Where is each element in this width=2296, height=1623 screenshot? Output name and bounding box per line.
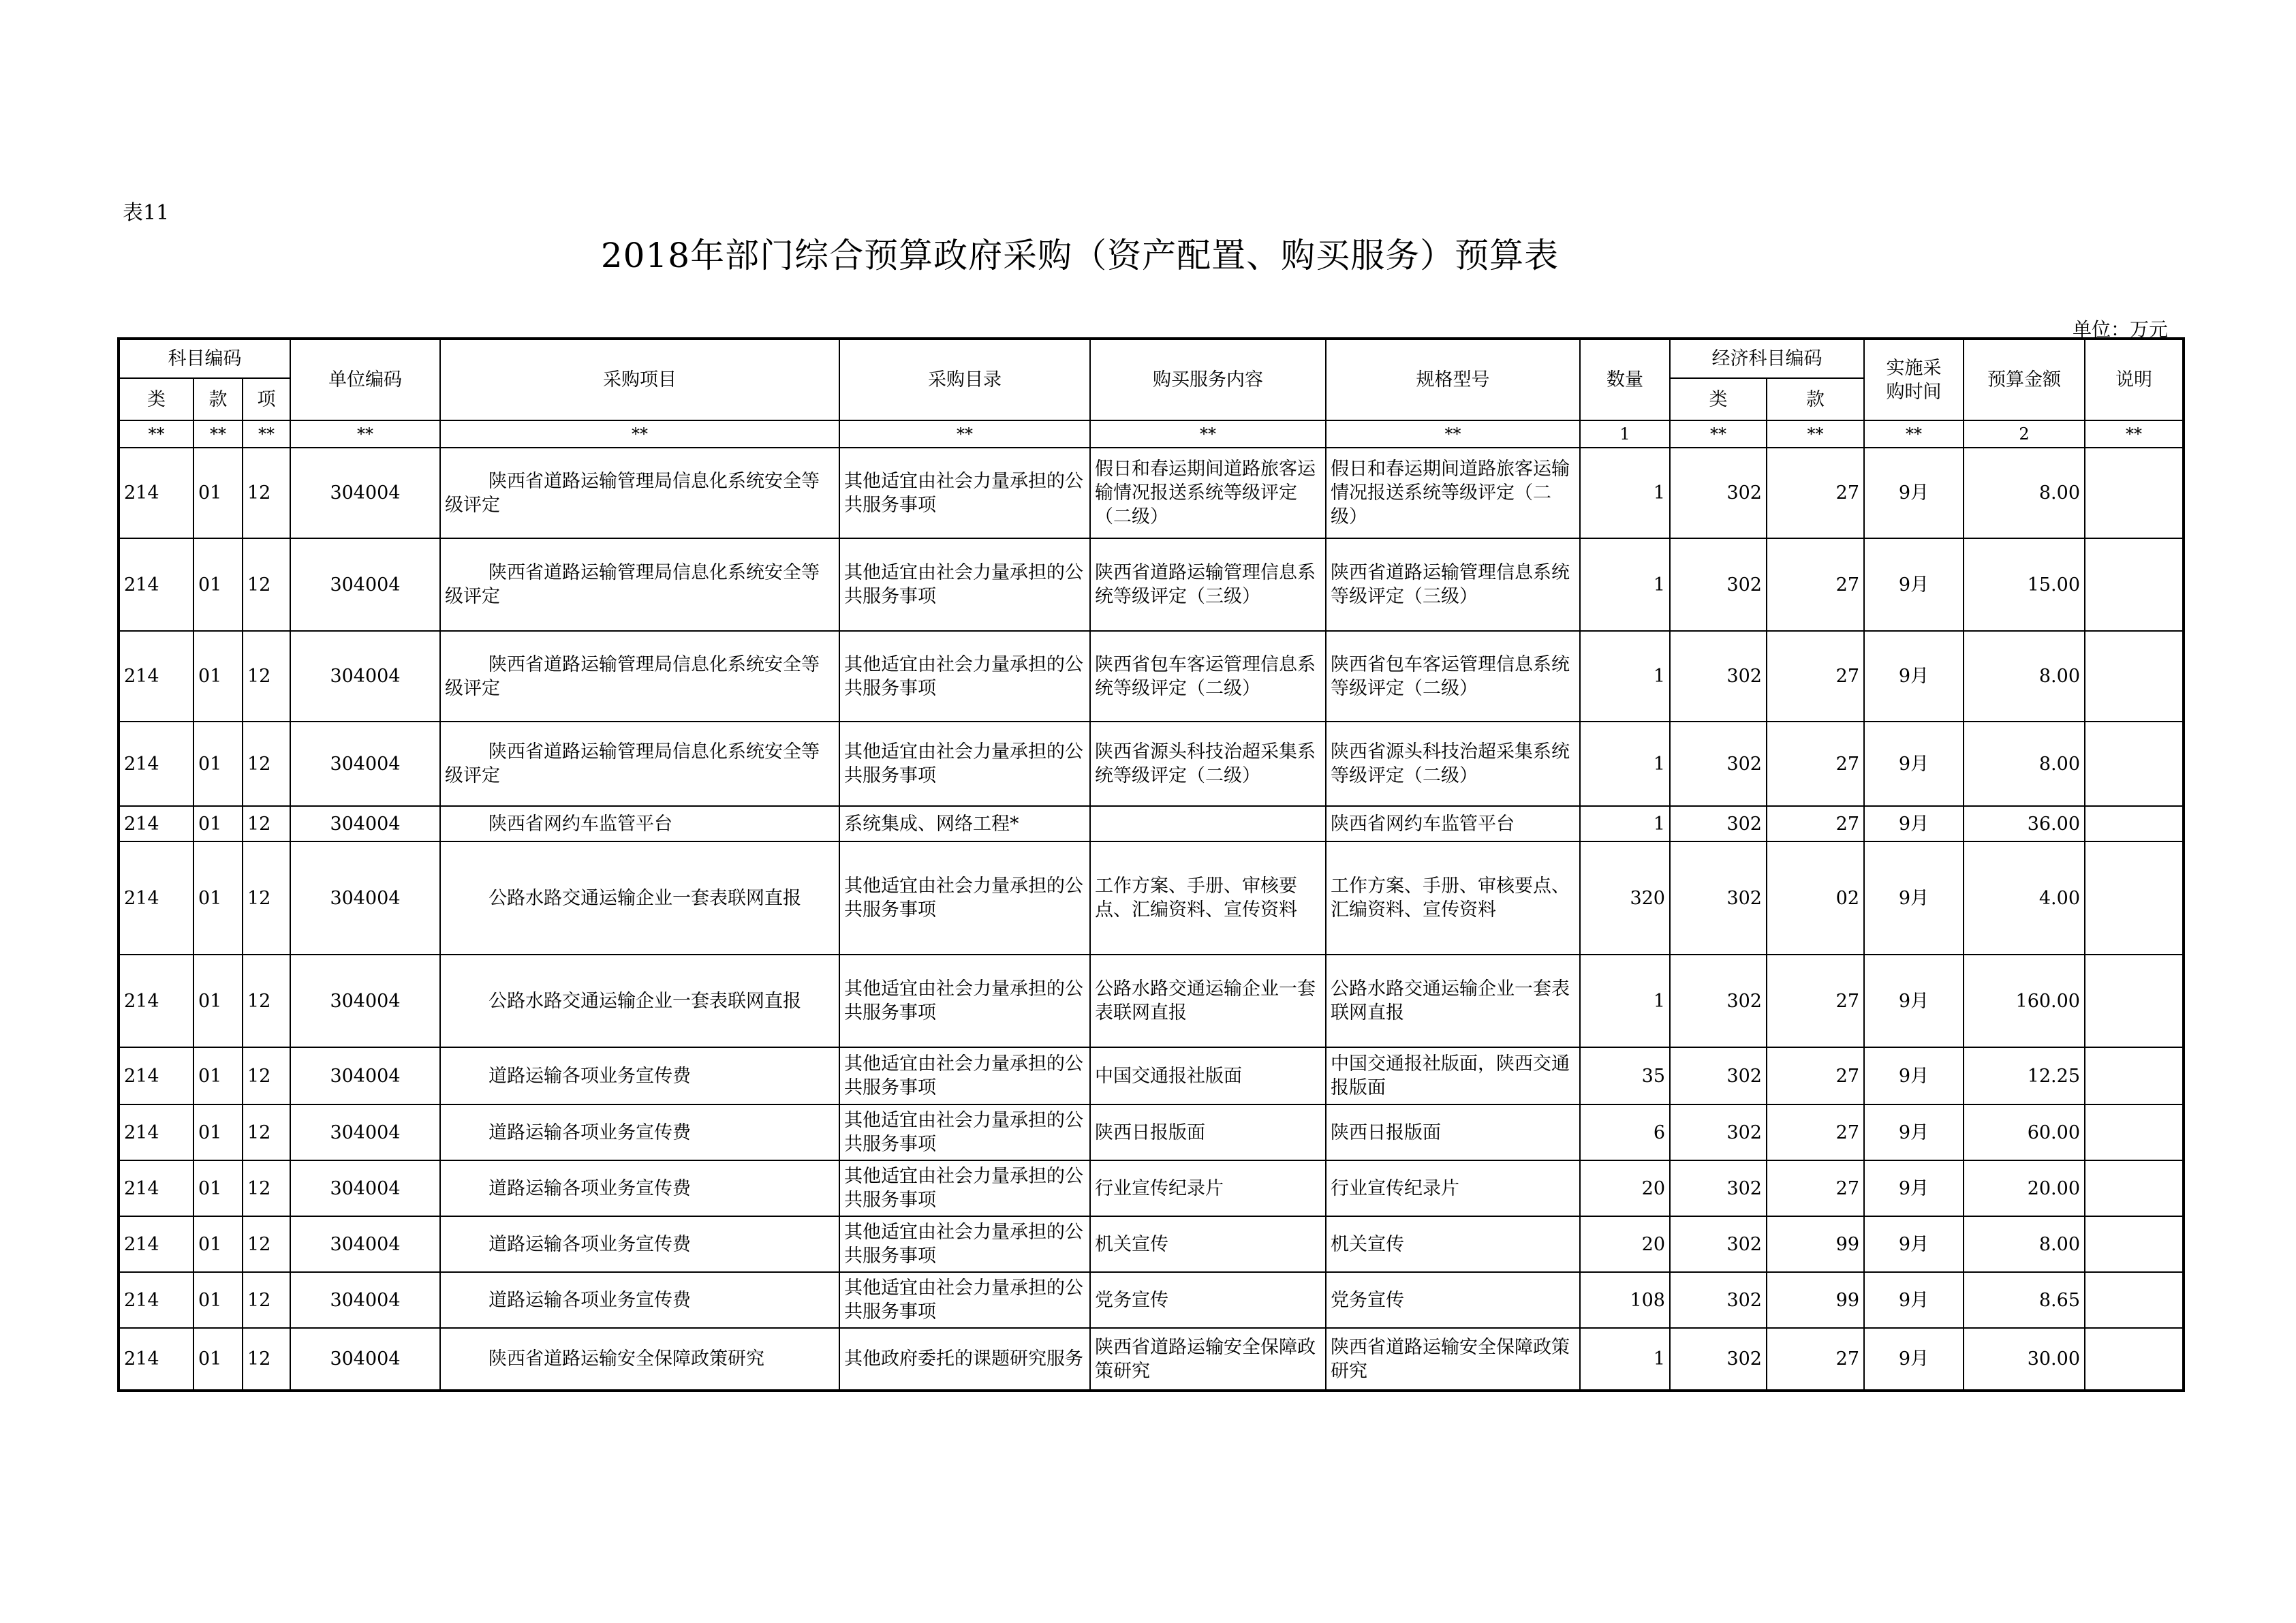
cell-time: 9月 bbox=[1864, 1160, 1964, 1216]
cell-unit: 304004 bbox=[290, 1160, 440, 1216]
cell-qty: 1 bbox=[1580, 631, 1670, 722]
cell-item: 道路运输各项业务宣传费 bbox=[440, 1160, 839, 1216]
cell-item: 道路运输各项业务宣传费 bbox=[440, 1272, 839, 1328]
cell-amount: 36.00 bbox=[1964, 806, 2085, 841]
cell-amount: 8.00 bbox=[1964, 722, 2085, 806]
cell-note bbox=[2085, 955, 2184, 1047]
cell-econ-kuan: 27 bbox=[1767, 1160, 1864, 1216]
cell-xiang: 12 bbox=[243, 1104, 290, 1160]
cell-xiang: 12 bbox=[243, 722, 290, 806]
cell-qty: 20 bbox=[1580, 1216, 1670, 1272]
cell-kuan: 01 bbox=[193, 1216, 243, 1272]
cell-lei: 214 bbox=[119, 1272, 193, 1328]
cell-amount: 4.00 bbox=[1964, 841, 2085, 955]
page-title-text: 2018年部门综合预算政府采购（资产配置、购买服务）预算表 bbox=[600, 236, 1560, 275]
cell-qty: 1 bbox=[1580, 448, 1670, 538]
cell-item: 陕西省道路运输管理局信息化系统安全等级评定 bbox=[440, 722, 839, 806]
cell-spec: 行业宣传纪录片 bbox=[1326, 1160, 1580, 1216]
cell-lei: 214 bbox=[119, 538, 193, 631]
table-row bbox=[119, 841, 2184, 955]
cell-service: 中国交通报社版面 bbox=[1090, 1047, 1326, 1104]
cell-catalog: 系统集成、网络工程* bbox=[839, 806, 1090, 841]
cell-note bbox=[2085, 1272, 2184, 1328]
cell-econ-kuan: 99 bbox=[1767, 1216, 1864, 1272]
table-row bbox=[119, 538, 2184, 631]
marker-cell: ** bbox=[290, 420, 440, 448]
cell-catalog: 其他适宜由社会力量承担的公共服务事项 bbox=[839, 722, 1090, 806]
cell-catalog: 其他适宜由社会力量承担的公共服务事项 bbox=[839, 1216, 1090, 1272]
cell-kuan: 01 bbox=[193, 806, 243, 841]
table-number: 表11 bbox=[123, 201, 170, 225]
header-kuan: 款 bbox=[193, 378, 243, 420]
cell-item: 陕西省道路运输管理局信息化系统安全等级评定 bbox=[440, 448, 839, 538]
cell-spec: 党务宣传 bbox=[1326, 1272, 1580, 1328]
cell-econ-kuan: 27 bbox=[1767, 448, 1864, 538]
cell-econ-lei: 302 bbox=[1670, 1328, 1767, 1391]
cell-spec: 陕西省道路运输安全保障政策研究 bbox=[1326, 1328, 1580, 1391]
cell-unit: 304004 bbox=[290, 722, 440, 806]
cell-unit: 304004 bbox=[290, 448, 440, 538]
table-row bbox=[119, 955, 2184, 1047]
cell-time: 9月 bbox=[1864, 1216, 1964, 1272]
cell-xiang: 12 bbox=[243, 1047, 290, 1104]
cell-spec: 中国交通报社版面，陕西交通报版面 bbox=[1326, 1047, 1580, 1104]
cell-lei: 214 bbox=[119, 1160, 193, 1216]
marker-cell: ** bbox=[1670, 420, 1767, 448]
header-qty: 数量 bbox=[1580, 339, 1670, 420]
cell-unit: 304004 bbox=[290, 1104, 440, 1160]
header-time: 实施采购时间 bbox=[1864, 339, 1964, 420]
table-row bbox=[119, 1160, 2184, 1216]
table-row bbox=[119, 448, 2184, 538]
cell-unit: 304004 bbox=[290, 538, 440, 631]
cell-kuan: 01 bbox=[193, 448, 243, 538]
cell-amount: 8.00 bbox=[1964, 448, 2085, 538]
cell-kuan: 01 bbox=[193, 631, 243, 722]
cell-service: 陕西省道路运输管理信息系统等级评定（三级） bbox=[1090, 538, 1326, 631]
cell-lei: 214 bbox=[119, 1328, 193, 1391]
cell-catalog: 其他适宜由社会力量承担的公共服务事项 bbox=[839, 448, 1090, 538]
cell-xiang: 12 bbox=[243, 1328, 290, 1391]
cell-item: 公路水路交通运输企业一套表联网直报 bbox=[440, 841, 839, 955]
cell-note bbox=[2085, 1160, 2184, 1216]
cell-unit: 304004 bbox=[290, 955, 440, 1047]
marker-cell: 1 bbox=[1580, 420, 1670, 448]
cell-catalog: 其他适宜由社会力量承担的公共服务事项 bbox=[839, 841, 1090, 955]
cell-catalog: 其他适宜由社会力量承担的公共服务事项 bbox=[839, 1104, 1090, 1160]
cell-econ-kuan: 27 bbox=[1767, 722, 1864, 806]
cell-amount: 15.00 bbox=[1964, 538, 2085, 631]
cell-xiang: 12 bbox=[243, 538, 290, 631]
unit-label: 单位：万元 bbox=[2073, 318, 2169, 341]
cell-econ-kuan: 27 bbox=[1767, 806, 1864, 841]
cell-time: 9月 bbox=[1864, 1047, 1964, 1104]
marker-cell: ** bbox=[1326, 420, 1580, 448]
cell-econ-lei: 302 bbox=[1670, 841, 1767, 955]
cell-unit: 304004 bbox=[290, 806, 440, 841]
table-row bbox=[119, 631, 2184, 722]
cell-unit: 304004 bbox=[290, 1216, 440, 1272]
marker-cell: ** bbox=[839, 420, 1090, 448]
header-catalog: 采购目录 bbox=[839, 339, 1090, 420]
cell-item: 陕西省道路运输管理局信息化系统安全等级评定 bbox=[440, 631, 839, 722]
cell-amount: 12.25 bbox=[1964, 1047, 2085, 1104]
table-row bbox=[119, 1272, 2184, 1328]
cell-qty: 108 bbox=[1580, 1272, 1670, 1328]
cell-kuan: 01 bbox=[193, 1047, 243, 1104]
cell-econ-lei: 302 bbox=[1670, 955, 1767, 1047]
cell-item: 道路运输各项业务宣传费 bbox=[440, 1216, 839, 1272]
cell-lei: 214 bbox=[119, 1104, 193, 1160]
header-econ-kuan: 款 bbox=[1767, 378, 1864, 420]
cell-econ-lei: 302 bbox=[1670, 722, 1767, 806]
cell-econ-kuan: 27 bbox=[1767, 538, 1864, 631]
cell-econ-lei: 302 bbox=[1670, 1047, 1767, 1104]
cell-qty: 6 bbox=[1580, 1104, 1670, 1160]
cell-econ-kuan: 27 bbox=[1767, 631, 1864, 722]
cell-time: 9月 bbox=[1864, 722, 1964, 806]
cell-note bbox=[2085, 448, 2184, 538]
header-unit-code: 单位编码 bbox=[290, 339, 440, 420]
cell-xiang: 12 bbox=[243, 806, 290, 841]
header-amount: 预算金额 bbox=[1964, 339, 2085, 420]
cell-service: 工作方案、手册、审核要点、汇编资料、宣传资料 bbox=[1090, 841, 1326, 955]
cell-econ-lei: 302 bbox=[1670, 806, 1767, 841]
header-service: 购买服务内容 bbox=[1090, 339, 1326, 420]
cell-spec: 陕西省包车客运管理信息系统等级评定（二级） bbox=[1326, 631, 1580, 722]
cell-econ-lei: 302 bbox=[1670, 1272, 1767, 1328]
marker-cell: 2 bbox=[1964, 420, 2085, 448]
cell-note bbox=[2085, 1216, 2184, 1272]
cell-econ-kuan: 02 bbox=[1767, 841, 1864, 955]
cell-item: 公路水路交通运输企业一套表联网直报 bbox=[440, 955, 839, 1047]
cell-amount: 30.00 bbox=[1964, 1328, 2085, 1391]
header-note: 说明 bbox=[2085, 339, 2184, 420]
cell-catalog: 其他适宜由社会力量承担的公共服务事项 bbox=[839, 538, 1090, 631]
cell-amount: 60.00 bbox=[1964, 1104, 2085, 1160]
marker-cell: ** bbox=[119, 420, 193, 448]
cell-qty: 1 bbox=[1580, 722, 1670, 806]
cell-note bbox=[2085, 1328, 2184, 1391]
cell-item: 道路运输各项业务宣传费 bbox=[440, 1104, 839, 1160]
cell-spec: 机关宣传 bbox=[1326, 1216, 1580, 1272]
cell-econ-kuan: 27 bbox=[1767, 1104, 1864, 1160]
cell-service: 假日和春运期间道路旅客运输情况报送系统等级评定（二级） bbox=[1090, 448, 1326, 538]
cell-time: 9月 bbox=[1864, 1272, 1964, 1328]
cell-note bbox=[2085, 1047, 2184, 1104]
cell-lei: 214 bbox=[119, 722, 193, 806]
cell-time: 9月 bbox=[1864, 1104, 1964, 1160]
cell-xiang: 12 bbox=[243, 448, 290, 538]
header-econ-code: 经济科目编码 bbox=[1670, 339, 1864, 378]
cell-kuan: 01 bbox=[193, 1104, 243, 1160]
cell-qty: 20 bbox=[1580, 1160, 1670, 1216]
table-row bbox=[119, 1216, 2184, 1272]
cell-service: 行业宣传纪录片 bbox=[1090, 1160, 1326, 1216]
cell-service bbox=[1090, 806, 1326, 841]
cell-kuan: 01 bbox=[193, 955, 243, 1047]
marker-cell: ** bbox=[193, 420, 243, 448]
cell-catalog: 其他适宜由社会力量承担的公共服务事项 bbox=[839, 1160, 1090, 1216]
cell-lei: 214 bbox=[119, 806, 193, 841]
cell-spec: 陕西省道路运输管理信息系统等级评定（三级） bbox=[1326, 538, 1580, 631]
cell-unit: 304004 bbox=[290, 841, 440, 955]
header-spec: 规格型号 bbox=[1326, 339, 1580, 420]
cell-lei: 214 bbox=[119, 1216, 193, 1272]
cell-econ-lei: 302 bbox=[1670, 631, 1767, 722]
cell-qty: 1 bbox=[1580, 1328, 1670, 1391]
cell-econ-lei: 302 bbox=[1670, 1160, 1767, 1216]
marker-cell: ** bbox=[1864, 420, 1964, 448]
cell-amount: 20.00 bbox=[1964, 1160, 2085, 1216]
cell-qty: 35 bbox=[1580, 1047, 1670, 1104]
cell-econ-lei: 302 bbox=[1670, 1104, 1767, 1160]
cell-econ-kuan: 27 bbox=[1767, 1047, 1864, 1104]
cell-econ-lei: 302 bbox=[1670, 1216, 1767, 1272]
cell-note bbox=[2085, 538, 2184, 631]
cell-time: 9月 bbox=[1864, 841, 1964, 955]
marker-cell: ** bbox=[1767, 420, 1864, 448]
cell-spec: 公路水路交通运输企业一套表联网直报 bbox=[1326, 955, 1580, 1047]
cell-amount: 8.00 bbox=[1964, 1216, 2085, 1272]
cell-qty: 320 bbox=[1580, 841, 1670, 955]
cell-spec: 陕西省源头科技治超采集系统等级评定（二级） bbox=[1326, 722, 1580, 806]
cell-time: 9月 bbox=[1864, 448, 1964, 538]
header-row-1 bbox=[119, 339, 2184, 378]
cell-lei: 214 bbox=[119, 955, 193, 1047]
cell-kuan: 01 bbox=[193, 1160, 243, 1216]
cell-catalog: 其他适宜由社会力量承担的公共服务事项 bbox=[839, 631, 1090, 722]
header-lei: 类 bbox=[119, 378, 193, 420]
cell-unit: 304004 bbox=[290, 1272, 440, 1328]
cell-spec: 假日和春运期间道路旅客运输情况报送系统等级评定（二级） bbox=[1326, 448, 1580, 538]
cell-xiang: 12 bbox=[243, 1216, 290, 1272]
cell-time: 9月 bbox=[1864, 806, 1964, 841]
cell-lei: 214 bbox=[119, 1047, 193, 1104]
cell-lei: 214 bbox=[119, 631, 193, 722]
cell-service: 党务宣传 bbox=[1090, 1272, 1326, 1328]
cell-xiang: 12 bbox=[243, 955, 290, 1047]
table-row bbox=[119, 1104, 2184, 1160]
cell-qty: 1 bbox=[1580, 955, 1670, 1047]
cell-qty: 1 bbox=[1580, 806, 1670, 841]
cell-kuan: 01 bbox=[193, 722, 243, 806]
header-econ-lei: 类 bbox=[1670, 378, 1767, 420]
cell-spec: 陕西省网约车监管平台 bbox=[1326, 806, 1580, 841]
cell-lei: 214 bbox=[119, 448, 193, 538]
cell-time: 9月 bbox=[1864, 1328, 1964, 1391]
marker-cell: ** bbox=[1090, 420, 1326, 448]
cell-econ-kuan: 27 bbox=[1767, 1328, 1864, 1391]
cell-time: 9月 bbox=[1864, 631, 1964, 722]
cell-amount: 160.00 bbox=[1964, 955, 2085, 1047]
cell-note bbox=[2085, 841, 2184, 955]
cell-catalog: 其他适宜由社会力量承担的公共服务事项 bbox=[839, 955, 1090, 1047]
cell-kuan: 01 bbox=[193, 841, 243, 955]
marker-cell: ** bbox=[2085, 420, 2184, 448]
cell-catalog: 其他适宜由社会力量承担的公共服务事项 bbox=[839, 1047, 1090, 1104]
table-row bbox=[119, 1328, 2184, 1391]
cell-amount: 8.65 bbox=[1964, 1272, 2085, 1328]
cell-qty: 1 bbox=[1580, 538, 1670, 631]
cell-kuan: 01 bbox=[193, 538, 243, 631]
cell-econ-kuan: 27 bbox=[1767, 955, 1864, 1047]
cell-spec: 陕西日报版面 bbox=[1326, 1104, 1580, 1160]
cell-service: 陕西省源头科技治超采集系统等级评定（二级） bbox=[1090, 722, 1326, 806]
cell-kuan: 01 bbox=[193, 1272, 243, 1328]
cell-item: 陕西省道路运输管理局信息化系统安全等级评定 bbox=[440, 538, 839, 631]
cell-note bbox=[2085, 722, 2184, 806]
cell-kuan: 01 bbox=[193, 1328, 243, 1391]
cell-service: 陕西日报版面 bbox=[1090, 1104, 1326, 1160]
header-xiang: 项 bbox=[243, 378, 290, 420]
cell-xiang: 12 bbox=[243, 1160, 290, 1216]
cell-spec: 工作方案、手册、审核要点、汇编资料、宣传资料 bbox=[1326, 841, 1580, 955]
cell-time: 9月 bbox=[1864, 538, 1964, 631]
cell-econ-lei: 302 bbox=[1670, 448, 1767, 538]
cell-item: 道路运输各项业务宣传费 bbox=[440, 1047, 839, 1104]
header-item: 采购项目 bbox=[440, 339, 839, 420]
table-row bbox=[119, 1047, 2184, 1104]
cell-unit: 304004 bbox=[290, 631, 440, 722]
cell-note bbox=[2085, 631, 2184, 722]
cell-item: 陕西省网约车监管平台 bbox=[440, 806, 839, 841]
cell-unit: 304004 bbox=[290, 1328, 440, 1391]
cell-item: 陕西省道路运输安全保障政策研究 bbox=[440, 1328, 839, 1391]
cell-econ-kuan: 99 bbox=[1767, 1272, 1864, 1328]
cell-service: 陕西省道路运输安全保障政策研究 bbox=[1090, 1328, 1326, 1391]
cell-time: 9月 bbox=[1864, 955, 1964, 1047]
cell-catalog: 其他政府委托的课题研究服务 bbox=[839, 1328, 1090, 1391]
cell-unit: 304004 bbox=[290, 1047, 440, 1104]
cell-lei: 214 bbox=[119, 841, 193, 955]
marker-row bbox=[119, 420, 2184, 448]
cell-service: 机关宣传 bbox=[1090, 1216, 1326, 1272]
cell-xiang: 12 bbox=[243, 1272, 290, 1328]
header-subject-code: 科目编码 bbox=[119, 339, 290, 378]
cell-service: 公路水路交通运输企业一套表联网直报 bbox=[1090, 955, 1326, 1047]
marker-cell: ** bbox=[243, 420, 290, 448]
cell-note bbox=[2085, 806, 2184, 841]
cell-amount: 8.00 bbox=[1964, 631, 2085, 722]
marker-cell: ** bbox=[440, 420, 839, 448]
cell-econ-lei: 302 bbox=[1670, 538, 1767, 631]
page-title bbox=[0, 228, 2296, 277]
cell-xiang: 12 bbox=[243, 631, 290, 722]
cell-catalog: 其他适宜由社会力量承担的公共服务事项 bbox=[839, 1272, 1090, 1328]
cell-xiang: 12 bbox=[243, 841, 290, 955]
table-row bbox=[119, 806, 2184, 841]
budget-table bbox=[117, 337, 2185, 1392]
cell-service: 陕西省包车客运管理信息系统等级评定（二级） bbox=[1090, 631, 1326, 722]
cell-note bbox=[2085, 1104, 2184, 1160]
table-row bbox=[119, 722, 2184, 806]
